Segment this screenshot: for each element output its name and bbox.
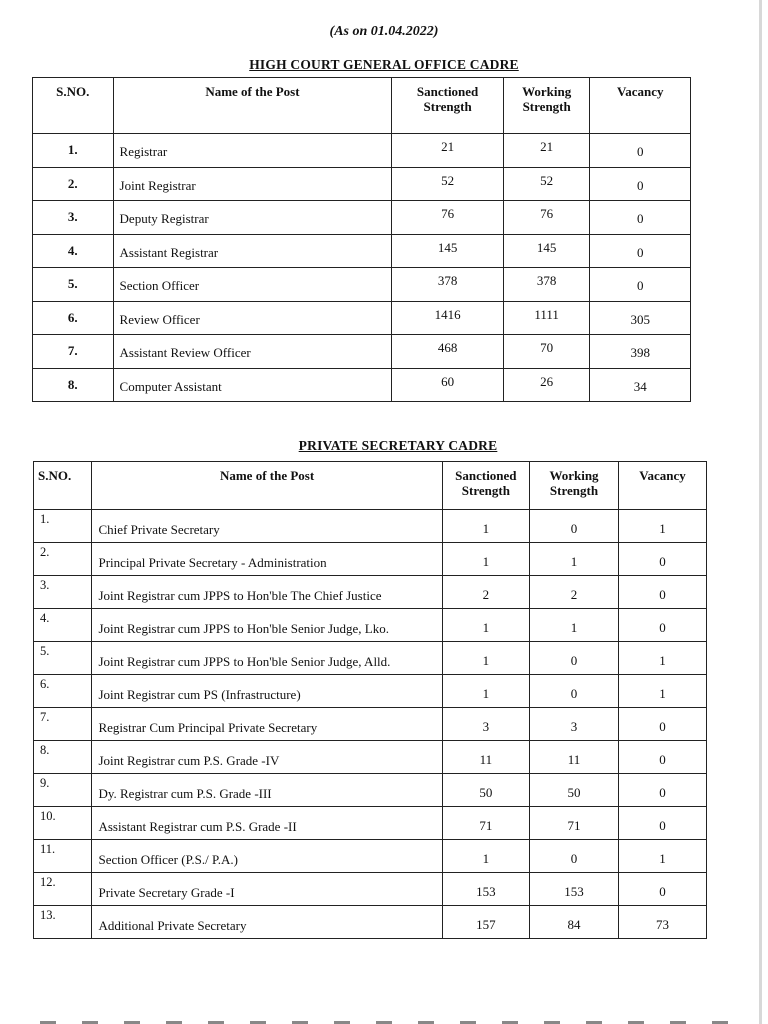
row-sno: 2. <box>33 167 114 201</box>
table-row <box>33 301 691 335</box>
row-working: 0 <box>530 510 619 543</box>
row-sno: 3. <box>33 201 114 235</box>
private-secretary-rows <box>34 510 707 939</box>
row-working: 0 <box>530 675 619 708</box>
row-post-name: Registrar <box>113 134 392 168</box>
row-working: 26 <box>503 368 590 402</box>
row-working: 21 <box>503 134 590 168</box>
row-post-name: Joint Registrar cum JPPS to Hon'ble The Chief Justice <box>92 576 442 609</box>
row-sno: 7. <box>34 708 92 741</box>
row-post-name: Joint Registrar <box>113 167 392 201</box>
row-sanctioned: 157 <box>442 906 529 939</box>
scan-edge <box>759 0 762 1024</box>
row-vacancy: 1 <box>619 642 707 675</box>
row-post-name: Dy. Registrar cum P.S. Grade -III <box>92 774 442 807</box>
table-row <box>33 335 691 369</box>
row-sanctioned: 145 <box>392 234 504 268</box>
row-sanctioned: 60 <box>392 368 504 402</box>
row-working: 153 <box>530 873 619 906</box>
row-sno: 12. <box>34 873 92 906</box>
row-sno: 3. <box>34 576 92 609</box>
row-sanctioned: 378 <box>392 268 504 302</box>
row-working: 2 <box>530 576 619 609</box>
row-working: 70 <box>503 335 590 369</box>
header-working: Working Strength <box>530 462 619 510</box>
row-post-name: Joint Registrar cum PS (Infrastructure) <box>92 675 442 708</box>
table-row <box>34 675 707 708</box>
row-sanctioned: 153 <box>442 873 529 906</box>
row-sanctioned: 1 <box>442 510 529 543</box>
row-sanctioned: 1 <box>442 642 529 675</box>
general-office-rows <box>33 134 691 402</box>
row-sanctioned: 1 <box>442 840 529 873</box>
row-working: 1111 <box>503 301 590 335</box>
row-sanctioned: 1 <box>442 675 529 708</box>
row-post-name: Additional Private Secretary <box>92 906 442 939</box>
row-working: 1 <box>530 543 619 576</box>
row-post-name: Joint Registrar cum JPPS to Hon'ble Senior Judge, Lko. <box>92 609 442 642</box>
row-vacancy: 0 <box>590 234 691 268</box>
row-vacancy: 398 <box>590 335 691 369</box>
header-name: Name of the Post <box>92 462 442 510</box>
row-sno: 10. <box>34 807 92 840</box>
table-row <box>34 807 707 840</box>
row-sanctioned: 468 <box>392 335 504 369</box>
row-sno: 9. <box>34 774 92 807</box>
table-row <box>34 708 707 741</box>
row-sanctioned: 1 <box>442 543 529 576</box>
row-vacancy: 305 <box>590 301 691 335</box>
table-header-row <box>33 78 691 134</box>
date-line: (As on 01.04.2022) <box>329 24 439 39</box>
table-row <box>33 268 691 302</box>
table-row <box>34 576 707 609</box>
row-sanctioned: 76 <box>392 201 504 235</box>
row-sno: 4. <box>34 609 92 642</box>
row-working: 52 <box>503 167 590 201</box>
row-vacancy: 1 <box>619 840 707 873</box>
row-working: 145 <box>503 234 590 268</box>
row-sno: 13. <box>34 906 92 939</box>
row-vacancy: 0 <box>590 134 691 168</box>
row-post-name: Computer Assistant <box>113 368 392 402</box>
row-working: 76 <box>503 201 590 235</box>
row-sanctioned: 2 <box>442 576 529 609</box>
row-sno: 8. <box>34 741 92 774</box>
row-sno: 5. <box>33 268 114 302</box>
row-sanctioned: 50 <box>442 774 529 807</box>
table-row <box>33 234 691 268</box>
header-sno: S.NO. <box>34 462 92 510</box>
row-sno: 7. <box>33 335 114 369</box>
table-row <box>33 201 691 235</box>
row-post-name: Assistant Registrar cum P.S. Grade -II <box>92 807 442 840</box>
row-post-name: Joint Registrar cum JPPS to Hon'ble Senior Judge, Alld. <box>92 642 442 675</box>
header-vacancy: Vacancy <box>619 462 707 510</box>
table-row <box>34 774 707 807</box>
row-sanctioned: 11 <box>442 741 529 774</box>
row-post-name: Registrar Cum Principal Private Secretary <box>92 708 442 741</box>
row-vacancy: 0 <box>619 807 707 840</box>
row-post-name: Joint Registrar cum P.S. Grade -IV <box>92 741 442 774</box>
general-office-title: HIGH COURT GENERAL OFFICE CADRE <box>249 57 519 72</box>
row-vacancy: 0 <box>590 167 691 201</box>
row-sanctioned: 1416 <box>392 301 504 335</box>
row-post-name: Assistant Review Officer <box>113 335 392 369</box>
table-row <box>34 840 707 873</box>
row-vacancy: 34 <box>590 368 691 402</box>
row-sanctioned: 52 <box>392 167 504 201</box>
table-row <box>34 609 707 642</box>
row-working: 0 <box>530 840 619 873</box>
row-vacancy: 0 <box>619 774 707 807</box>
table-row <box>33 368 691 402</box>
row-vacancy: 0 <box>590 201 691 235</box>
row-sanctioned: 1 <box>442 609 529 642</box>
header-name: Name of the Post <box>113 78 392 134</box>
row-vacancy: 0 <box>619 873 707 906</box>
row-vacancy: 1 <box>619 675 707 708</box>
private-secretary-table <box>33 461 707 939</box>
row-sno: 1. <box>33 134 114 168</box>
row-vacancy: 73 <box>619 906 707 939</box>
row-working: 1 <box>530 609 619 642</box>
row-working: 71 <box>530 807 619 840</box>
table-row <box>34 642 707 675</box>
row-post-name: Section Officer (P.S./ P.A.) <box>92 840 442 873</box>
row-sno: 2. <box>34 543 92 576</box>
row-sanctioned: 3 <box>442 708 529 741</box>
header-sanctioned: Sanctioned Strength <box>392 78 504 134</box>
header-vacancy: Vacancy <box>590 78 691 134</box>
table-row <box>33 134 691 168</box>
row-sno: 8. <box>33 368 114 402</box>
row-vacancy: 0 <box>619 741 707 774</box>
row-working: 84 <box>530 906 619 939</box>
table-row <box>34 873 707 906</box>
row-post-name: Section Officer <box>113 268 392 302</box>
row-sno: 1. <box>34 510 92 543</box>
row-sanctioned: 71 <box>442 807 529 840</box>
row-post-name: Deputy Registrar <box>113 201 392 235</box>
row-vacancy: 0 <box>619 543 707 576</box>
private-secretary-title: PRIVATE SECRETARY CADRE <box>298 438 498 453</box>
table-row <box>34 906 707 939</box>
row-post-name: Private Secretary Grade -I <box>92 873 442 906</box>
row-vacancy: 0 <box>590 268 691 302</box>
row-vacancy: 0 <box>619 576 707 609</box>
row-vacancy: 1 <box>619 510 707 543</box>
table-row <box>34 510 707 543</box>
row-working: 11 <box>530 741 619 774</box>
row-sno: 5. <box>34 642 92 675</box>
header-working: Working Strength <box>503 78 590 134</box>
row-sno: 4. <box>33 234 114 268</box>
table-header-row <box>34 462 707 510</box>
row-post-name: Chief Private Secretary <box>92 510 442 543</box>
row-working: 378 <box>503 268 590 302</box>
row-post-name: Review Officer <box>113 301 392 335</box>
table-row <box>33 167 691 201</box>
row-vacancy: 0 <box>619 609 707 642</box>
row-post-name: Principal Private Secretary - Administration <box>92 543 442 576</box>
header-sno: S.NO. <box>33 78 114 134</box>
row-working: 50 <box>530 774 619 807</box>
row-sno: 11. <box>34 840 92 873</box>
row-working: 0 <box>530 642 619 675</box>
table-row <box>34 543 707 576</box>
row-post-name: Assistant Registrar <box>113 234 392 268</box>
table-row <box>34 741 707 774</box>
row-sno: 6. <box>34 675 92 708</box>
row-working: 3 <box>530 708 619 741</box>
header-sanctioned: Sanctioned Strength <box>442 462 529 510</box>
row-sanctioned: 21 <box>392 134 504 168</box>
row-sno: 6. <box>33 301 114 335</box>
general-office-table <box>32 77 691 402</box>
row-vacancy: 0 <box>619 708 707 741</box>
